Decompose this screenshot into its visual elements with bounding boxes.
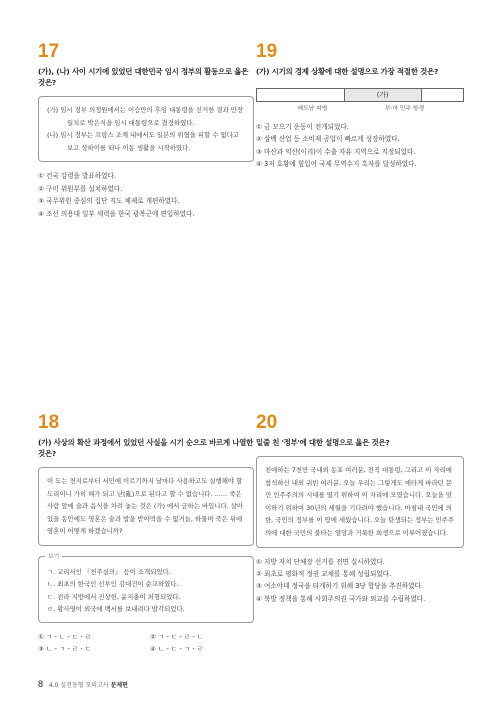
passage-text: 이 도는 천지로부터 서민에 이르기까지 날마다 사용하고도 실행해야 할 도리이니 가히 해가 되고 난(亂)으로 된다고 할 수 없습니다. …… 죽은 사람 앞에 술과 음식을 차려 놓는 것은 (가) 에서 금하는 바입니다. 살아 있을 동안에도 영혼은 술과 밥을 받아먹을 수 없거늘, 하물며 죽은 뒤에 영혼이 어떻게 하겠습니까?	[47, 477, 244, 536]
passage-line: (나) 임시 정부는 프랑스 조계 내에서도 일본의 위협을 피할 수 없다고 보고 상하이를 떠나 이동 생활을 시작하였다.	[47, 131, 239, 152]
question-title: (가) 사상의 확산 과정에서 있었던 사실을 시기 순으로 바르게 나열한 것은?	[38, 438, 254, 458]
choice-4[interactable]: ④ ㄴ - ㄷ - ㄱ - ㄹ	[150, 645, 204, 653]
timeline	[256, 83, 464, 117]
timeline-right-label: 부·마 민주 항쟁	[384, 106, 425, 112]
bogi-tag: 보기	[45, 551, 62, 563]
choice-2[interactable]: ② 최초로 평화적 정권 교체를 통해 성립되었다.	[256, 569, 392, 578]
choices	[38, 631, 254, 656]
choice-3[interactable]: ③ ㄴ - ㄱ - ㄹ - ㄷ	[38, 645, 92, 653]
choices	[256, 556, 464, 606]
choices	[38, 170, 254, 220]
question-title: (가), (나) 사이 시기에 있었던 대한민국 임시 정부의 활동으로 옳은 것은?	[38, 67, 249, 87]
question-title: 밑줄 친 '정부'에 대한 설명으로 옳은 것은?	[256, 438, 390, 447]
choice-4[interactable]: ④ 조선 의용대 일부 세력을 한국 광복군에 편입하였다.	[38, 209, 195, 218]
question-20	[256, 413, 464, 605]
passage-box	[38, 96, 254, 162]
question-number: 19	[256, 41, 278, 62]
choice-1[interactable]: ① 금 모으기 운동이 전개되었다.	[256, 123, 349, 131]
question-19	[256, 42, 464, 171]
passage-text: 친애하는 7천만 국내외 동포 여러분, 전직 대통령, 그리고 이 자리에 참석하신 내외 귀빈 여러분. 오늘 우리는 그렇게도 애타게 바라던 문민 민주주의의 시대를 열기 위하여 이 자리에 모였습니다. 오늘을 맞이하기 위하여 30년의 세월을 기다려야 했습니다. 마침내 국민에 의한, 국민의 정부를 이 땅에 세웠습니다. 오늘 탄생되는 정부는 민주주의에 대한 국민의 불타는 열망과 거룩한 희생으로 이루어졌습니다.	[265, 466, 455, 537]
bogi-box	[38, 553, 254, 623]
bogi-item: ㄱ. 교리서인 『천주실의』 등이 소개되었다.	[47, 567, 171, 576]
bogi-item: ㄹ. 황사영이 외국에 백서를 보내려다 발각되었다.	[47, 605, 185, 614]
choice-1[interactable]: ① ㄱ - ㄴ - ㄷ - ㄹ	[38, 632, 92, 641]
choice-3[interactable]: ③ 국무위원 중심의 집단 지도 체제로 개편하였다.	[38, 197, 180, 206]
bogi-item: ㄴ. 최초의 한국인 신부인 김대건이 순교하였다.	[47, 580, 179, 589]
timeline-left-label: 베트남 파병	[297, 106, 328, 112]
passage-box	[256, 456, 464, 548]
question-number: 18	[38, 412, 60, 433]
choice-4[interactable]: ④ 북방 정책을 통해 사회주의권 국가와 외교를 수립하였다.	[256, 594, 426, 603]
timeline-bar	[256, 88, 464, 102]
question-18	[38, 413, 254, 655]
choice-2[interactable]: ② ㄱ - ㄷ - ㄹ - ㄴ	[150, 632, 204, 641]
choice-3[interactable]: ③ 마산과 익산(이리)이 수출 자유 지역으로 지정되었다.	[256, 147, 416, 156]
question-17	[38, 42, 254, 220]
bogi-item: ㄷ. 전라 지방에서 진상헌, 윤지충이 처형되었다.	[47, 592, 181, 601]
choice-1[interactable]: ① 건국 강령을 발표하였다.	[38, 172, 116, 181]
timeline-segment: (가)	[344, 89, 422, 101]
choice-1[interactable]: ① 지방 자치 단체장 선거를 전면 실시하였다.	[256, 557, 385, 566]
question-title: (가) 시기의 경제 상황에 대한 설명으로 가장 적절한 것은?	[256, 67, 439, 76]
footer-bold: 문제편	[110, 682, 128, 689]
choice-2[interactable]: ② 구미 위원부를 설치하였다.	[38, 184, 123, 193]
choice-3[interactable]: ③ 여소야대 정국을 타개하기 위해 3당 합당을 추진하였다.	[256, 582, 424, 591]
page-number: 8	[38, 679, 44, 689]
choices	[256, 121, 464, 171]
passage-box	[38, 467, 254, 546]
choice-2[interactable]: ② 삼백 산업 등 소비재 공업이 빠르게 성장하였다.	[256, 135, 400, 144]
page-footer	[38, 679, 128, 689]
choice-4[interactable]: ④ 3저 호황에 힘입어 국제 무역수지 흑자를 달성하였다.	[256, 160, 417, 169]
question-number: 20	[256, 412, 278, 433]
question-number: 17	[38, 41, 60, 62]
passage-line: (가) 임시 정부 의정원에서는 이승만의 후임 대통령을 선거한 결과 만장일치로 박은식을 임시 대통령으로 결정하였다.	[47, 106, 244, 127]
footer-text: 4.0 실전동형 모의고사	[48, 682, 109, 689]
